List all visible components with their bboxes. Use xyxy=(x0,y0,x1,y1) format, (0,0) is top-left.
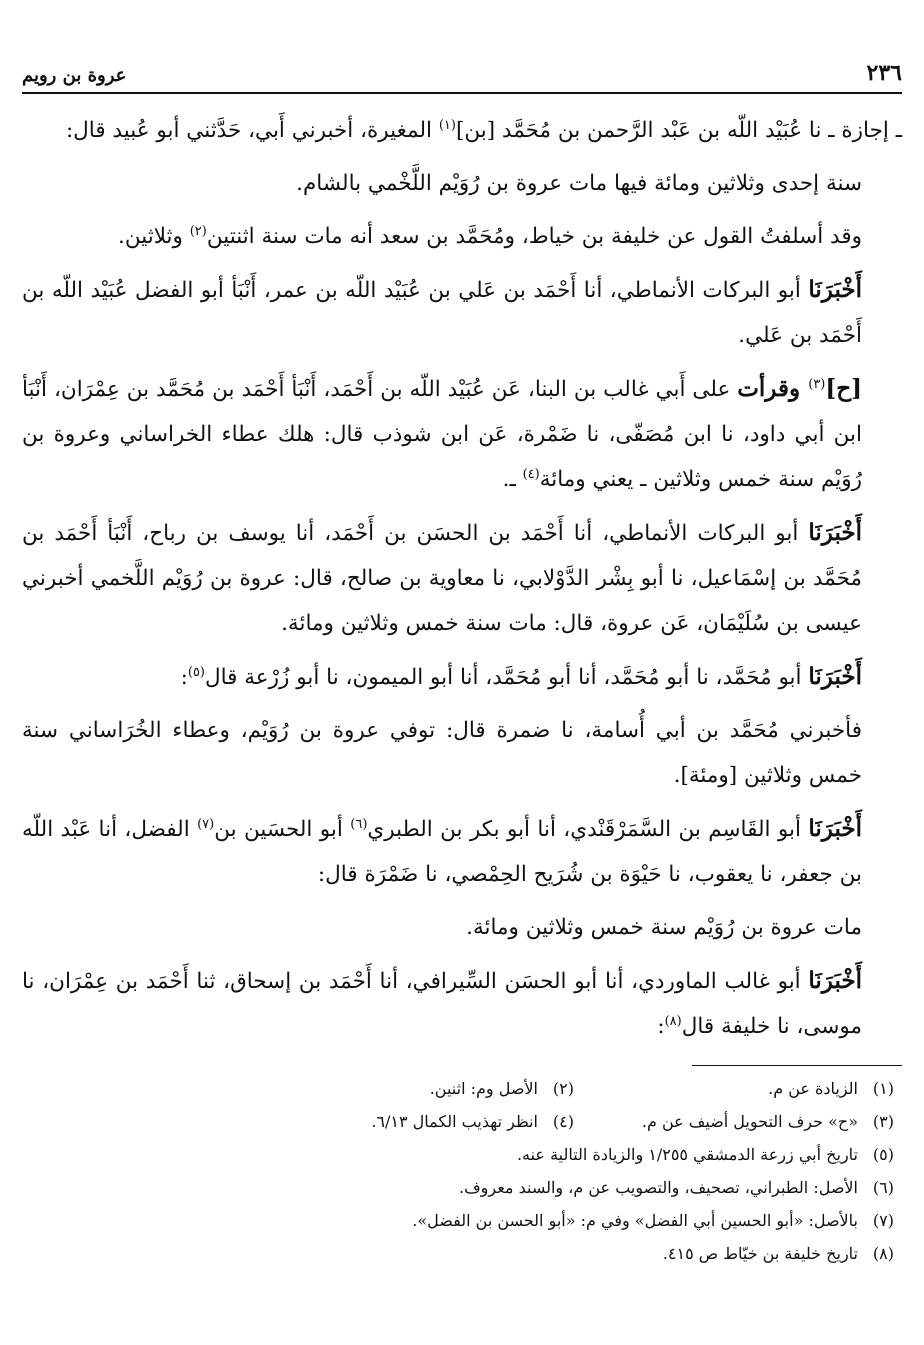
text-run: أبو غالب الماوردي، أنا أبو الحسَن السِّيرافي، أنا أَحْمَد بن إسحاق، ثنا أَحْمَد بن عِمْرَان، نا موسى، نا خليفة قال xyxy=(22,969,862,1039)
footnote-marker: (٧) xyxy=(197,816,215,832)
footnote-number: (٥) xyxy=(872,1145,894,1164)
text-run: الفضل، أنا عَبْد اللّه بن جعفر، نا يعقوب، نا حَيْوَة بن شُرَيح الحِمْصي، نا ضَمْرَة قال: xyxy=(22,817,862,887)
footnote xyxy=(574,1072,894,1105)
paragraph xyxy=(22,654,902,700)
text-run: مات عروة بن رُوَيْم سنة خمس وثلاثين ومائة. xyxy=(466,915,862,940)
keyword: أَخْبَرَنَا xyxy=(808,663,862,690)
main-text xyxy=(22,108,902,1049)
text-run: وثلاثين. xyxy=(118,224,190,249)
keyword: أَخْبَرَنَا xyxy=(808,815,862,842)
footnote-text: بالأصل: «أبو الحسين أبي الفضل» وفي م: «أبو الحسن بن الفضل». xyxy=(412,1211,858,1230)
page-header xyxy=(22,58,902,94)
footnote-marker: (٣) xyxy=(808,376,826,392)
footnote-text: الأصل: الطبراني، تصحيف، والتصويب عن م، والسند معروف. xyxy=(458,1178,858,1197)
book-page xyxy=(22,58,902,1270)
keyword: أَخْبَرَنَا xyxy=(808,276,862,303)
paragraph xyxy=(22,214,902,259)
footnote-text: تاريخ خليفة بن خيّاط ص ٤١٥. xyxy=(662,1244,858,1263)
keyword: [ح] xyxy=(825,375,862,402)
footnote xyxy=(412,1204,894,1237)
footnote xyxy=(459,1171,894,1204)
footnote-number: (٣) xyxy=(872,1112,894,1131)
footnote-row xyxy=(22,1171,902,1204)
text-run: : xyxy=(657,1014,665,1039)
footnote-number: (٢) xyxy=(552,1079,574,1098)
page-number: ٢٣٦ xyxy=(866,60,902,86)
paragraph xyxy=(22,108,902,153)
footnote-number: (٨) xyxy=(872,1244,894,1263)
text-run: المغيرة، أخبرني أَبي، حَدَّثني أبو عُبيد قال: xyxy=(65,118,439,143)
text-run: سنة إحدى وثلاثين ومائة فيها مات عروة بن رُوَيْم اللَّخْمي بالشام. xyxy=(296,171,862,196)
footnote-marker: (٥) xyxy=(187,664,205,680)
footnote xyxy=(663,1237,894,1270)
running-title: عروة بن رويم xyxy=(22,65,127,86)
text-run: على أَبي غالب بن البنا، عَن عُبَيْد اللّه بن أَحْمَد، أَنْبَأ أَحْمَد بن مُحَمَّد بن عِمْرَان، أَنْبَأ ابن أبي داود، نا ابن مُصَفّى، نا ضَمْرة، عَن ابن شوذب قال: هلك عطاء الخراساني وعروة بن رُوَيْم سنة خمس وثلاثين ـ يعني ومائة xyxy=(22,377,862,492)
paragraph xyxy=(22,267,902,358)
footnote-row xyxy=(22,1204,902,1237)
keyword: أَخْبَرَنَا xyxy=(808,519,862,546)
text-run: أبو القَاسِم بن السَّمَرْقَنْدي، أنا أبو بكر بن الطبري xyxy=(367,817,809,842)
text-run: أبو مُحَمَّد، نا أبو مُحَمَّد، أنا أبو مُحَمَّد، أنا أبو الميمون، نا أبو زُرْعة قال xyxy=(205,665,809,690)
footnote xyxy=(574,1105,894,1138)
text-run: : xyxy=(180,665,188,690)
footnote-text: انظر تهذيب الكمال ٦/١٣. xyxy=(371,1112,538,1131)
text-run: ـ. xyxy=(502,467,523,492)
footnote-number: (١) xyxy=(872,1079,894,1098)
footnote-marker: (٢) xyxy=(189,223,207,239)
text-run: أبو البركات الأنماطي، أنا أَحْمَد بن الحسَن بن أَحْمَد، أنا يوسف بن رباح، أَنْبَأ أَحْمَد بن مُحَمَّد بن إسْمَاعيل، نا أبو بِشْر الدَّوْلابي، نا معاوية بن صالح، قال: عروة بن رُوَيْم اللَّخمي أخبرني عيسى بن سُلَيْمَان، عَن عروة، قال: مات سنة خمس وثلاثين ومائة. xyxy=(22,521,862,636)
footnotes xyxy=(22,1072,902,1270)
text-run: أبو الحسَين بن xyxy=(214,817,351,842)
footnote-marker: (٨) xyxy=(664,1013,682,1029)
footnote xyxy=(254,1072,574,1105)
footnote-row xyxy=(22,1072,902,1105)
paragraph xyxy=(22,958,902,1049)
paragraph xyxy=(22,366,902,502)
footnote-text: «ح» حرف التحويل أضيف عن م. xyxy=(641,1112,858,1131)
footnote-marker: (٦) xyxy=(350,816,368,832)
footnote-text: الأصل وم: اثنين. xyxy=(429,1079,538,1098)
footnote-number: (٤) xyxy=(552,1112,574,1131)
footnote-row xyxy=(22,1105,902,1138)
text-run: ـ إجازة ـ نا عُبَيْد اللّه بن عَبْد الرَّحمن بن مُحَمَّد [بن] xyxy=(455,118,902,143)
text-run: وقد أسلفتُ القول عن خليفة بن خياط، ومُحَمَّد بن سعد أنه مات سنة اثنتين xyxy=(206,224,862,249)
paragraph xyxy=(22,161,902,206)
footnote xyxy=(517,1138,894,1171)
paragraph xyxy=(22,806,902,897)
keyword: وقرأت xyxy=(737,375,809,402)
footnote-number: (٦) xyxy=(872,1178,894,1197)
footnote xyxy=(254,1105,574,1138)
paragraph xyxy=(22,905,902,950)
footnote-row xyxy=(22,1237,902,1270)
footnote-number: (٧) xyxy=(872,1211,894,1230)
footnote-divider xyxy=(692,1065,902,1066)
paragraph xyxy=(22,510,902,646)
footnote-marker: (١) xyxy=(438,117,456,133)
footnote-text: تاريخ أبي زرعة الدمشقي ١/٢٥٥ والزيادة التالية عنه. xyxy=(516,1145,858,1164)
footnote-row xyxy=(22,1138,902,1171)
footnote-marker: (٤) xyxy=(522,466,540,482)
keyword: أَخْبَرَنَا xyxy=(808,967,862,994)
paragraph xyxy=(22,708,902,798)
text-run: فأخبرني مُحَمَّد بن أبي أُسامة، نا ضمرة قال: توفي عروة بن رُوَيْم، وعطاء الخُرَاساني سنة خمس وثلاثين [ومئة]. xyxy=(22,718,862,788)
footnote-text: الزيادة عن م. xyxy=(768,1079,858,1098)
text-run: أبو البركات الأنماطي، أنا أَحْمَد بن عَلي بن عُبَيْد اللّه بن عمر، أَنْبَأ أبو الفضل عُبَيْد اللّه بن أَحْمَد بن عَلي. xyxy=(22,278,862,348)
